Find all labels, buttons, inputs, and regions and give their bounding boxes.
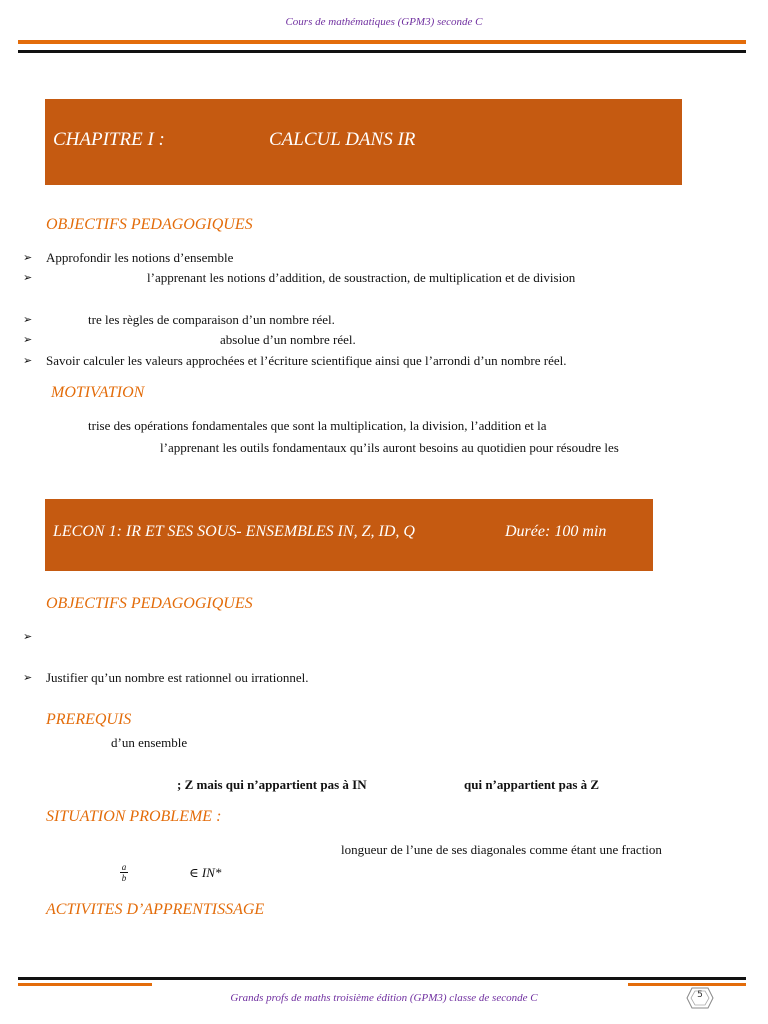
header-rule-black — [18, 50, 746, 53]
header-title: Cours de mathématiques (GPM3) seconde C — [285, 16, 483, 28]
bullet-arrow-icon: ➢ — [23, 333, 33, 346]
fraction-denominator: b — [121, 873, 127, 883]
bullet-arrow-icon: ➢ — [23, 313, 33, 326]
objectives-heading: OBJECTIFS PEDAGOGIQUES — [46, 595, 253, 612]
situation-heading: SITUATION PROBLEME : — [46, 808, 222, 825]
chapter-label: CHAPITRE I : — [53, 129, 165, 150]
footer-text: Grands profs de maths troisième édition (GPM3) classe de seconde C — [230, 992, 538, 1004]
lesson-title: LECON 1: IR ET SES SOUS- ENSEMBLES IN, Z, ID, Q — [53, 523, 415, 540]
page-number-badge — [686, 986, 714, 1010]
bullet-arrow-icon: ➢ — [23, 354, 33, 367]
footer-rule-black — [18, 977, 746, 980]
objectives-heading: OBJECTIFS PEDAGOGIQUES — [46, 216, 253, 233]
objective-item: Approfondir les notions d’ensemble — [46, 250, 234, 265]
lesson-banner — [45, 499, 653, 571]
bullet-arrow-icon: ➢ — [23, 630, 33, 643]
situation-line: longueur de l’une de ses diagonales comme étant une fraction — [341, 842, 662, 857]
bullet-arrow-icon: ➢ — [23, 671, 33, 684]
chapter-banner — [45, 99, 682, 185]
header-rule-orange — [18, 40, 746, 44]
objective-item: tre les règles de comparaison d’un nombre réel. — [88, 312, 335, 327]
motivation-heading: MOTIVATION — [51, 384, 145, 401]
motivation-line: trise des opérations fondamentales que sont la multiplication, la division, l’addition et la — [88, 418, 547, 433]
prerequis-line: d’un ensemble — [111, 735, 188, 750]
chapter-title: CALCUL DANS IR — [269, 129, 416, 150]
fraction-numerator: a — [121, 862, 127, 872]
page-number: 5 — [697, 990, 703, 1000]
fraction-a-over-b — [120, 862, 128, 883]
prerequis-line-bold: ; Z mais qui n’appartient pas à IN — [177, 777, 367, 792]
footer-rule-orange-left — [18, 983, 152, 986]
objective-item: Savoir calculer les valeurs approchées et l’écriture scientifique ainsi que l’arrondi d’un nombre réel. — [46, 353, 567, 368]
objective-item: Justifier qu’un nombre est rationnel ou irrationnel. — [46, 670, 309, 685]
activites-heading: ACTIVITES D’APPRENTISSAGE — [46, 901, 265, 918]
objective-item: absolue d’un nombre réel. — [220, 332, 356, 347]
motivation-line: l’apprenant les outils fondamentaux qu’ils auront besoins au quotidien pour résoudre les — [160, 440, 619, 455]
prerequis-line-bold: qui n’appartient pas à Z — [464, 777, 600, 792]
bullet-arrow-icon: ➢ — [23, 271, 33, 284]
lesson-duration: Durée: 100 min — [505, 523, 607, 540]
bullet-arrow-icon: ➢ — [23, 251, 33, 264]
objective-item: l’apprenant les notions d’addition, de soustraction, de multiplication et de division — [147, 270, 576, 285]
math-in-n-star: ∈ IN* — [189, 865, 222, 880]
prerequis-heading: PREREQUIS — [46, 711, 132, 728]
